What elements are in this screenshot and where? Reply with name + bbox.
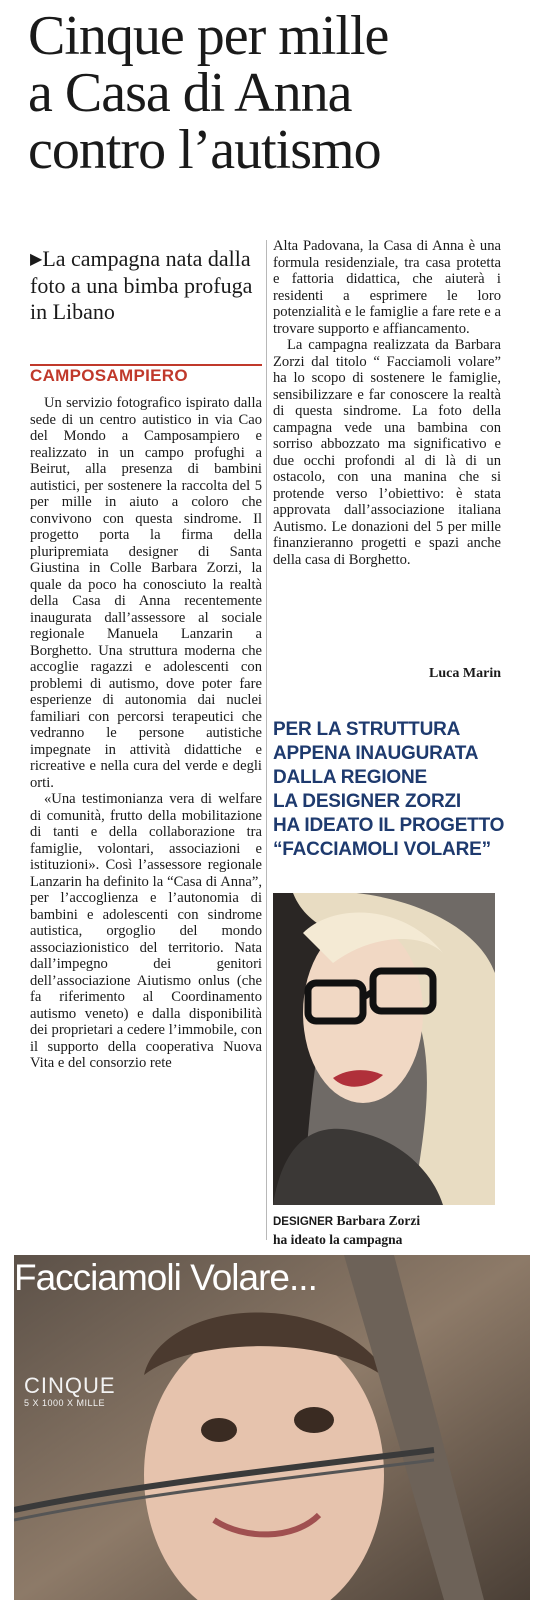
designer-portrait-image bbox=[273, 893, 495, 1205]
section-label: CAMPOSAMPIERO bbox=[30, 366, 188, 385]
pull-quote-line: HA IDEATO IL PROGETTO bbox=[273, 815, 505, 836]
paragraph: «Una testimonianza vera di welfare di comunità, frutto della mobilitazione di tanti e della collaborazione tra famiglie, volontari, associazioni e istituzioni». Così l’assessore regionale Lanzarin ha definito la “Casa di Anna”, per l’accoglienza e l’autonomia di bambini e adolescenti con sindrome autistica, orgoglio del mondo associazionistico del territorio. Nata dall’impegno dei genitori dell’associazione Aiutismo onlus (che fa riferimento al Coordinamento autismo veneto) e dalla disponibilità dei proprietari a cedere l’immobile, con il supporto della cooperativa Nuova Vita e del consorzio rete bbox=[30, 791, 262, 1071]
column-divider bbox=[266, 240, 267, 1240]
poster-mille: 5 X 1000 X MILLE bbox=[24, 1398, 106, 1408]
arrow-icon: ▶ bbox=[30, 251, 43, 268]
caption-text: ha ideato la campagna bbox=[273, 1232, 403, 1247]
byline: Luca Marin bbox=[429, 666, 501, 681]
paragraph: La campagna realizzata da Barbara Zorzi dal titolo “ Facciamoli volare” ha lo scopo di sostenere le famiglie, sensibilizzare e far conoscere la realtà di questa sindrome. La foto della campagna vede una bambina con sorriso abbozzato ma significativo e due occhi profondi al di là di un ostacolo, con una manina che si protende verso l’obiettivo: è stata approvata dall’associazione italiana Autismo. Le donazioni del 5 per mille finanzieranno progetti e spazi anche della casa di Borghetto. bbox=[273, 337, 501, 568]
headline-line-1: Cinque per mille bbox=[28, 5, 389, 67]
pull-quote-line: “FACCIAMOLI VOLARE” bbox=[273, 839, 491, 860]
paragraph: Alta Padovana, la Casa di Anna è una formula residenziale, tra casa protetta e fattoria didattica, che aiuterà i residenti a esprimere le loro potenzialità e le famiglie a fare rete e a trovare supporto e affiancamento. bbox=[273, 238, 501, 337]
poster-cinque: CINQUE bbox=[24, 1373, 116, 1398]
article-column-2 bbox=[273, 238, 501, 568]
pull-quote-line: APPENA INAUGURATA bbox=[273, 743, 479, 764]
pull-quote bbox=[273, 718, 505, 862]
designer-photo bbox=[273, 893, 495, 1205]
poster-title: Facciamoli Volare... bbox=[14, 1257, 317, 1298]
pull-quote-line: PER LA STRUTTURA bbox=[273, 719, 461, 740]
caption-name: Barbara Zorzi bbox=[336, 1213, 421, 1228]
campaign-poster bbox=[14, 1255, 530, 1600]
headline-line-3: contro l’autismo bbox=[28, 119, 381, 181]
headline-line-2: a Casa di Anna bbox=[28, 62, 352, 124]
photo-caption bbox=[273, 1212, 501, 1248]
subheadline bbox=[30, 246, 265, 325]
headline bbox=[28, 5, 528, 181]
subheadline-text: La campagna nata dalla foto a una bimba profuga in Libano bbox=[30, 246, 253, 324]
paragraph: Un servizio fotografico ispirato dalla sede di un centro autistico in via Cao del Mondo a Camposampiero e realizzato in un campo profughi a Beirut, alla presenza di bambini autistici, per sostenere la raccolta del 5 per mille in aiuto a coloro che convivono con questa sindrome. Il progetto porta la firma della pluripremiata designer di Santa Giustina in Colle Barbara Zorzi, la quale da poco ha conosciuto la realtà della Casa di Anna recentemente inaugurata dall’assessore al sociale regionale Manuela Lanzarin a Borghetto. Una struttura moderna che accoglie ragazzi e adolescenti con problemi di autismo, dove poter fare esperienze di autonomia dai nuclei familiari con percorsi terapeutici che vedranno le persone autistiche impegnate in attività didattiche e ricreative e nella cura del verde e degli orti. bbox=[30, 395, 262, 791]
pull-quote-line: LA DESIGNER ZORZI bbox=[273, 791, 462, 812]
campaign-poster-image bbox=[14, 1255, 530, 1600]
caption-lead: DESIGNER bbox=[273, 1216, 334, 1228]
pull-quote-line: DALLA REGIONE bbox=[273, 767, 427, 788]
article-column-1 bbox=[30, 395, 262, 1072]
